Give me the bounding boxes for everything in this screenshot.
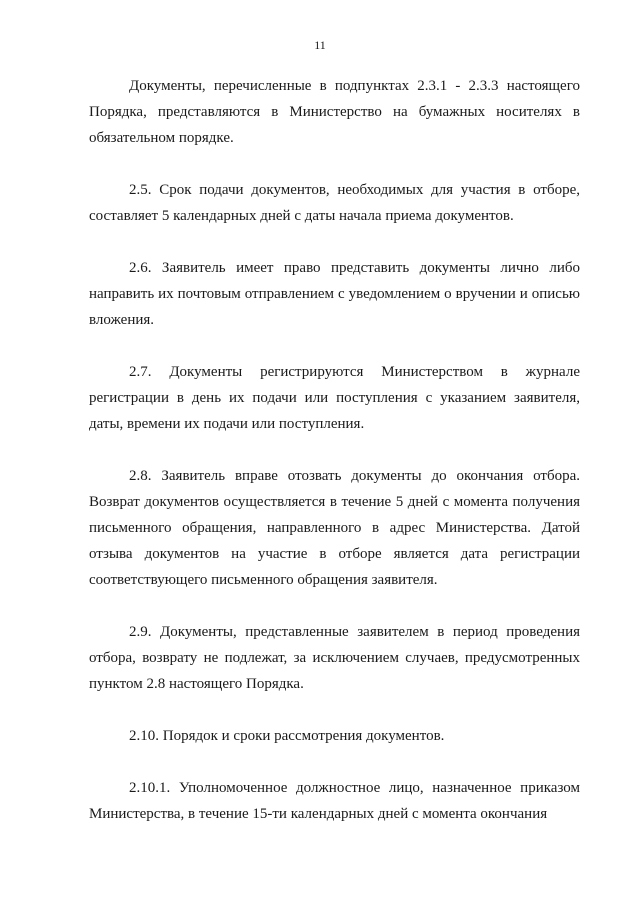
paragraph-2-10: 2.10. Порядок и сроки рассмотрения документов. bbox=[129, 728, 445, 744]
paragraph-2-8: 2.8. Заявитель вправе отозвать документы до окончания отбора. Возврат документов осуществляется в течение 5 дней с момента получения письменного обращения, направленного в адрес Министерства. Датой отзыва документов на участие в отборе является дата регистрации соответствующего письменного обращения заявителя. bbox=[89, 468, 580, 588]
page-number: 11 bbox=[314, 38, 326, 52]
document-body bbox=[89, 73, 580, 853]
paragraph-2-10-1: 2.10.1. Уполномоченное должностное лицо, назначенное приказом Министерства, в течение 15-ти календарных дней с момента окончания bbox=[89, 780, 580, 822]
paragraph-documents-list: Документы, перечисленные в подпунктах 2.3.1 - 2.3.3 настоящего Порядка, представляются в Министерство на бумажных носителях в обязательном порядке. bbox=[89, 78, 580, 146]
paragraph-2-6: 2.6. Заявитель имеет право представить документы лично либо направить их почтовым отправлением с уведомлением о вручении и описью вложения. bbox=[89, 260, 580, 328]
paragraph-2-7: 2.7. Документы регистрируются Министерством в журнале регистрации в день их подачи или поступления с указанием заявителя, даты, времени их подачи или поступления. bbox=[89, 364, 580, 432]
paragraph-2-9: 2.9. Документы, представленные заявителем в период проведения отбора, возврату не подлежат, за исключением случаев, предусмотренных пунктом 2.8 настоящего Порядка. bbox=[89, 624, 580, 692]
paragraph-2-5: 2.5. Срок подачи документов, необходимых для участия в отборе, составляет 5 календарных дней с даты начала приема документов. bbox=[89, 182, 580, 224]
